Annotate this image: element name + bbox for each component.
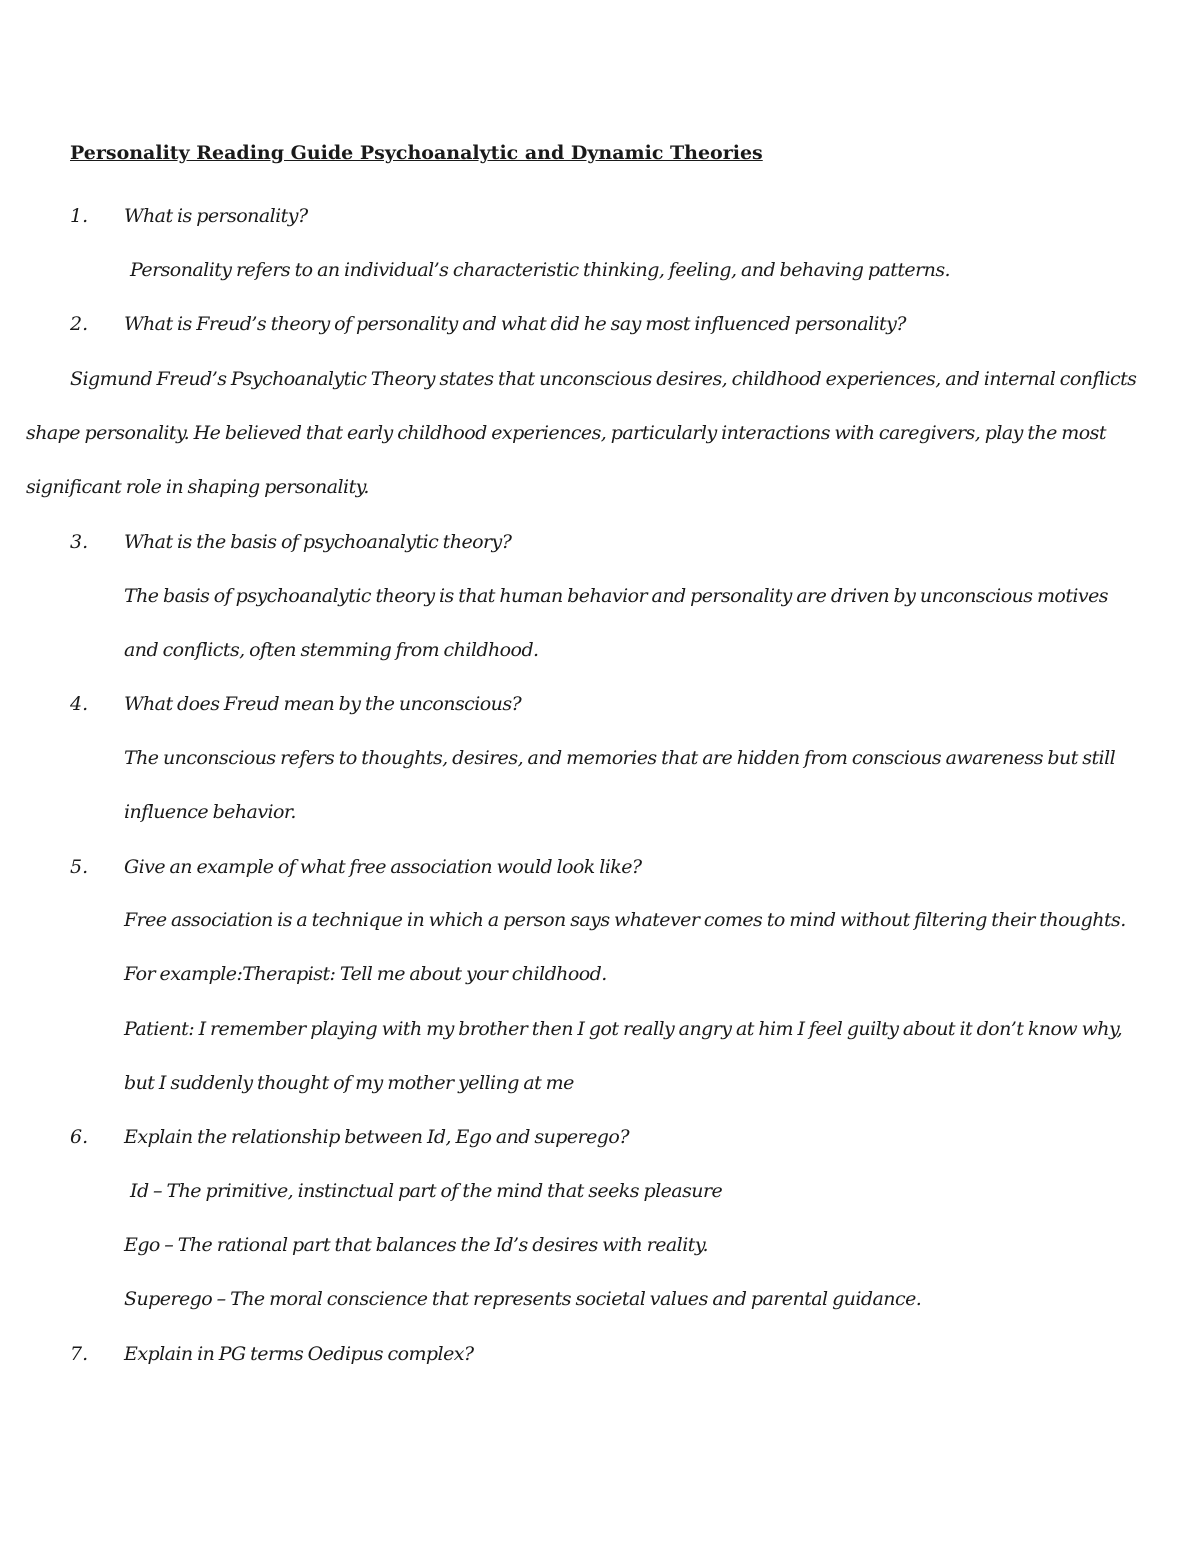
answer-6-line-1: Id – The primitive, instinctual part of the mind that seeks pleasure — [130, 1180, 723, 1202]
question-3: What is the basis of psychoanalytic theory? — [124, 531, 512, 553]
item-number-2: 2. — [70, 313, 89, 335]
answer-3-line-2: and conflicts, often stemming from childhood. — [124, 639, 539, 661]
item-number-6: 6. — [70, 1126, 89, 1148]
answer-4-line-1: The unconscious refers to thoughts, desires, and memories that are hidden from conscious awareness but still — [124, 747, 1116, 769]
answer-6-line-2: Ego – The rational part that balances the Id’s desires with reality. — [124, 1234, 708, 1256]
question-2: What is Freud’s theory of personality and what did he say most influenced personality? — [124, 313, 906, 335]
item-number-5: 5. — [70, 856, 89, 878]
answer-5-line-3: Patient: I remember playing with my brother then I got really angry at him I feel guilty about it don’t know why, — [124, 1018, 1123, 1040]
answer-1-line-1: Personality refers to an individual’s characteristic thinking, feeling, and behaving patterns. — [130, 259, 951, 281]
question-4: What does Freud mean by the unconscious? — [124, 693, 522, 715]
answer-5-line-2: For example:Therapist: Tell me about your childhood. — [124, 963, 607, 985]
item-number-7: 7. — [70, 1343, 89, 1365]
answer-5-line-4: but I suddenly thought of my mother yelling at me — [124, 1072, 574, 1094]
answer-2-line-3: significant role in shaping personality. — [26, 476, 369, 498]
answer-3-line-1: The basis of psychoanalytic theory is that human behavior and personality are driven by unconscious motives — [124, 585, 1109, 607]
answer-2-line-2: shape personality. He believed that early childhood experiences, particularly interactions with caregivers, play the most — [26, 422, 1106, 444]
question-5: Give an example of what free association would look like? — [124, 856, 642, 878]
document-title: Personality Reading Guide Psychoanalytic and Dynamic Theories — [70, 142, 763, 164]
answer-2-line-1: Sigmund Freud’s Psychoanalytic Theory states that unconscious desires, childhood experiences, and internal conflicts — [70, 368, 1137, 390]
item-number-4: 4. — [70, 693, 89, 715]
question-1: What is personality? — [124, 205, 308, 227]
answer-4-line-2: influence behavior. — [124, 801, 296, 823]
item-number-3: 3. — [70, 531, 89, 553]
item-number-1: 1. — [70, 205, 89, 227]
question-6: Explain the relationship between Id, Ego and superego? — [124, 1126, 629, 1148]
answer-6-line-3: Superego – The moral conscience that represents societal values and parental guidance. — [124, 1288, 922, 1310]
question-7: Explain in PG terms Oedipus complex? — [124, 1343, 474, 1365]
answer-5-line-1: Free association is a technique in which a person says whatever comes to mind without filtering their thoughts. — [124, 909, 1126, 931]
